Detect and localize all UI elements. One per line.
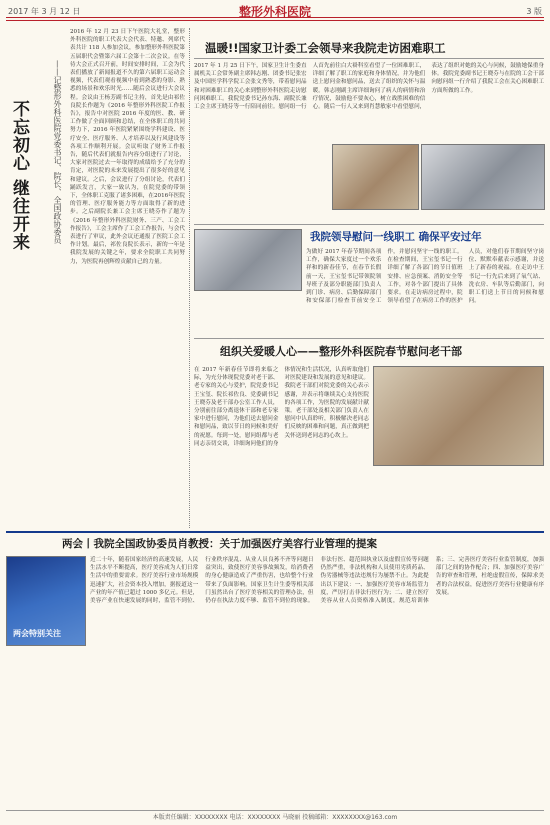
article4-body: 近二十年，随着国家经济的高速发展，人民生活水平不断提高，医疗美容成为人们日常生活中的重要需求。医疗美容行业市场规模迅速扩大，社会资本投入增加，据报道这一产业的年产值已超过 1000 多亿元。但是，美容产业在快速发展的同时，监管不到位、行业秩序混乱、从业人员良莠不齐等问题日益突出，致使医疗美容事故频发，给消费者的身心健康造成了严重伤害，也给整个行业带来了负面影响。国家卫生计生委等相关部门虽然出台了医疗美容相关的管理办法，但仍存在执法力度不够、监管不到位的现象。非法行医、超范围执业以及虚假宣传等问题仍然严重，非法机构和人员使用劣质药品、伪劣器械等违法违规行为屡禁不止。为此提出以下建议：一、加强医疗美容市场监管力度，严厉打击非法行医行为；二、建立医疗美容从业人员资格准入制度，规范培训体系；三、完善医疗美容行业监管制度，加强部门之间的协作配合；四、加强医疗美容广告的审查和管理，杜绝虚假宣传，保障求美者的合法权益，促进医疗美容行业健康有序发展。 (90, 557, 544, 605)
header-title: 整形外科医院 (238, 5, 311, 19)
article1-photo-2 (421, 144, 545, 210)
header-page-number: 3 版 (526, 7, 542, 16)
article1-photo (332, 144, 419, 210)
header-rule (6, 17, 544, 18)
left-vertical-headline-block (6, 28, 48, 298)
article3-rule-top (194, 338, 544, 339)
article4-headline: 两会丨我院全国政协委员肖教授：关于加强医疗美容行业管理的提案 (62, 538, 377, 550)
article4-rule-top (6, 531, 544, 533)
article1-rule (194, 58, 544, 59)
article4-photo-caption: 两会特别关注 (13, 629, 61, 638)
article3-headline: 组织关爱暖人心——整形外科医院春节慰问老干部 (220, 345, 462, 358)
article1-headline: 温暖!!国家卫计委工会领导来我院走访困难职工 (205, 41, 446, 55)
article4-photo (6, 556, 86, 646)
article3-body-right (373, 468, 544, 528)
header-rule-thin (6, 20, 544, 21)
footer-rule (6, 810, 544, 811)
article1-body: 2017 年 1 月 25 日下午，国家卫生计生委直属机关工会常务副主席韩志刚、团委书记张宏及中国医学科学院工会张文秀等，带着慰问品和对困难职工的关心来到整形外科医院走访慰问困难职工。我院党委书记孙东海、副院长兼工会主席王晓芬等一行陪同前往。慰问组一行人首先前往白大褂科室看望了一位困难职工，详细了解了职工的家庭和身体情况，并为他们送上慰问金和慰问品，送去了组织的关怀与温暖。韩志刚副主席详细询问了病人的病情和治疗情况，鼓励他不要灰心，树立战胜困难的信心。随后一行人又来到肖慧敏家中看望慰问，表达了组织对她的关心与问候，鼓励她保重身体。我院党委副书记王晓芬与在院的工会干部向慰问组一行介绍了我院工会在关心困难职工方面所做的工作。 (194, 63, 544, 111)
left-vertical-headline: 不忘初心 继往开来 (9, 100, 29, 251)
article4-body-left (6, 648, 86, 806)
left-article-body-continued (6, 404, 186, 529)
article3-photo (373, 366, 544, 466)
article2-body: 为做好 2017 年春节期间各项工作，确保大家度过一个欢乐祥和的新春佳节，在春节长假前一天，王宝玺书记带领院领导班子及部分职能部门负责人到门诊、病房、后勤保障部门和安保部门检查节前安全工作，并慰问坚守一线的职工。在检查期间，王宝玺书记一行详细了解了各部门的节日值班安排、应急预案、消防安全等工作，对各个部门提出了具体要求。在走访病房过程中，院领导看望了在病房工作的医护人员，对他们春节期间坚守岗位、默默奉献表示感谢，并送上了新春的祝福。在走访中王书记一行先后来到了氧气站、洗衣房、车队等后勤部门，向职工们送上节日的问候和慰问。 (306, 249, 544, 305)
left-article-body: 2016 年 12 月 23 日下午医院大礼堂，整形外科医院的职工代表大会代表、特邀、列席代表共计 118 人参加会议，参加整形外科医院第五届职代会暨第六届工会第十二次会议。在等待大会正式召开前，时间安排时间，工会为代表们播放了新闻报道不久的第六届职工运动会视频，代表们观看视频中看到熟悉的身影、熟悉的场景和欢乐时光……随后会议进行大会议程。会议由王杨芳副书记主持，首先是由祁佐良院长作题为《2016 年整形外科医院工作报告》，报告中对医院 2016 年度的医、教、研工作做了全面回顾和总结，在全体职工的共同努力下，2016 年医院紧紧围绕学科建设、医疗安全、医疗服务、人才培养以及行风建设等各项工作顺利开展。会议听取了财务工作报告，随后代表们就报告内容分组进行了讨论，大家对医院过去一年取得的成绩给予了充分的肯定，对医院的未来发展提出了很多好的意见和建议。之后，会议进行了分组讨论，代表们踊跃发言，大家一致认为，在院党委的带领下，全体职工克服了诸多困难，在2016年医院的管理、医疗服务能力等方面取得了新的进步。之后副院长兼工会主席王晓芬作了题为《2016 年整形外科医院财务、三产、工会工作报告》，工会主席作了工会工作报告，与会代表进行了审议，此外会议还通报了医院工会工作计划。最后，祁佐良院长表示，新的一年是我院发展的关键之年，要求全院职工共同努力，为医院再创辉煌贡献自己的力量。 (70, 29, 185, 265)
column-divider (189, 28, 190, 528)
article2-body-left (194, 294, 302, 334)
article2-photo (194, 229, 302, 291)
footer-text: 本版责任编辑：XXXXXXXX 电话：XXXXXXXX 马晓丽 投稿邮箱：XXXXXXXX@163.com (152, 814, 398, 821)
left-vertical-subhead: ——记整形外科医院党委书记、院长、全国政协委员 (53, 60, 62, 244)
header-date: 2017 年 3 月 12 日 (8, 7, 81, 16)
article2-headline: 我院领导慰问一线职工 确保平安过年 (310, 231, 482, 243)
article2-rule-top (194, 224, 544, 225)
article3-body: 在 2017 年新春佳节即将来临之际，为充分体现院党委对老干部、老专家的关心与爱护，院党委书记王宝玺、院长祁佐良、党委副书记王晓芬及老干部办公室工作人员，分别前往部分离退休干部和老专家家中进行慰问，为他们送去慰问金和慰问品，致以节日的问候和美好的祝愿。每到一处，慰问组都与老同志亲切交谈，详细询问他们的身体情况和生活状况，认真听取他们对医院建设和发展的意见和建议。我院老干部们对院党委的关心表示感谢，并表示将继续关心支持医院的各项工作，为医院的发展献计献策。老干部处及相关部门负责人在慰问中认真聆听，积极解决老同志们反映的困难和问题，真正做到把关怀送到老同志的心坎上。 (194, 367, 369, 447)
